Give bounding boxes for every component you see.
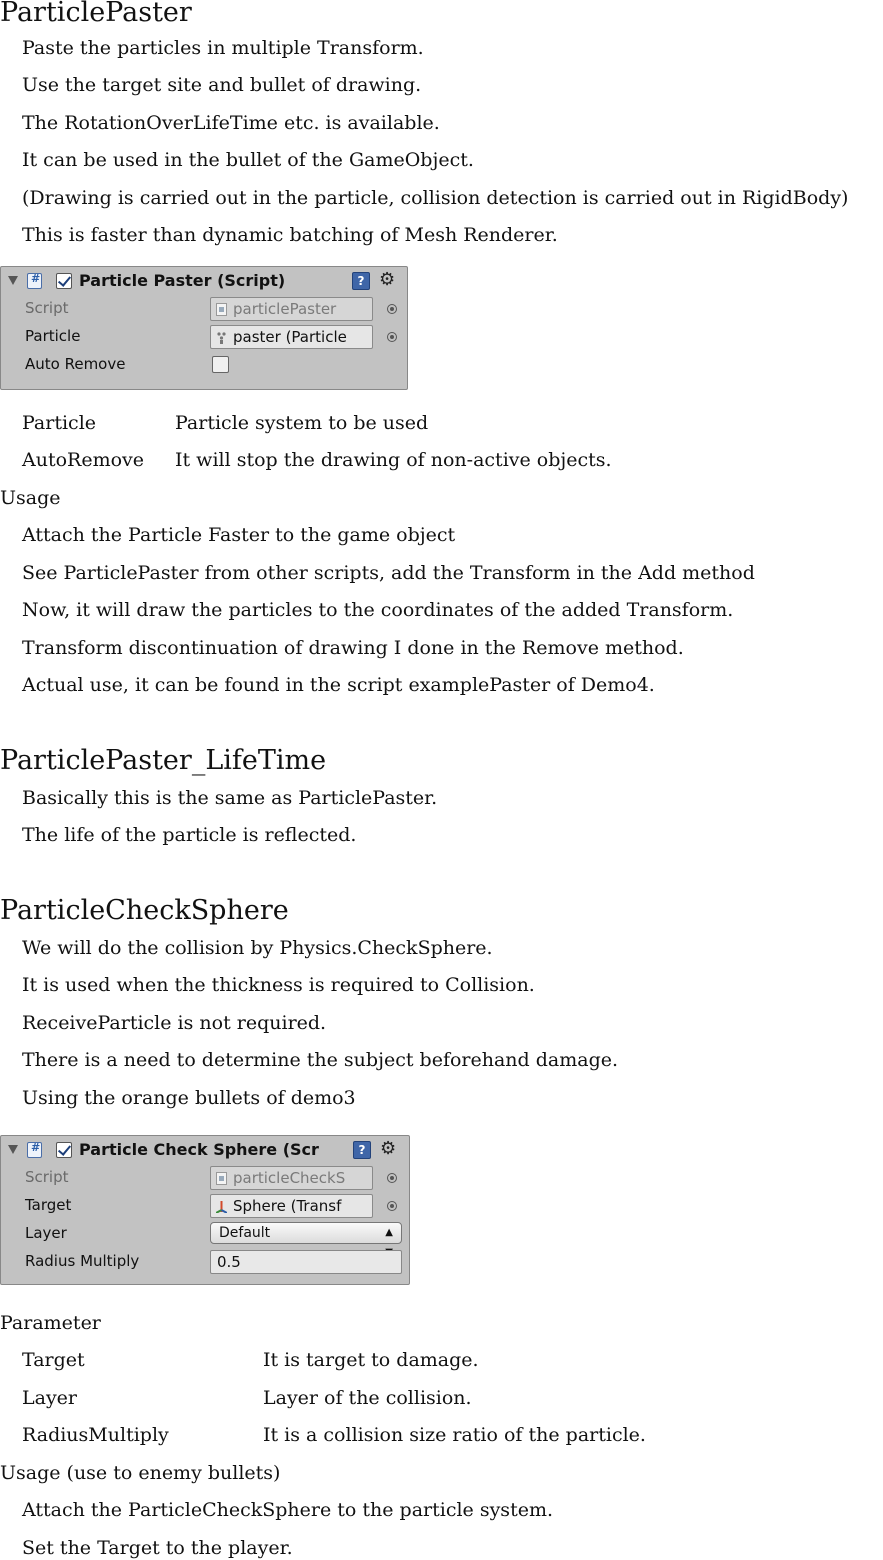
script-picker-icon[interactable] <box>387 304 397 314</box>
inspector-header <box>1 1136 409 1164</box>
autoremove-checkbox[interactable] <box>212 356 229 373</box>
lifetime-line-1: Basically this is the same as ParticlePaster. <box>22 787 438 809</box>
help-icon[interactable]: ? <box>353 1141 371 1159</box>
component-title: Particle Paster (Script) <box>79 271 286 290</box>
transform-icon <box>216 1200 227 1213</box>
gear-icon[interactable]: ⚙ <box>379 269 396 290</box>
param-name: Layer <box>22 1387 78 1409</box>
target-picker-icon[interactable] <box>387 1201 397 1211</box>
usage-heading-enemy: Usage (use to enemy bullets) <box>0 1462 281 1484</box>
paster-line-6: This is faster than dynamic batching of Mesh Renderer. <box>22 224 558 246</box>
checksphere-line-1: We will do the collision by Physics.CheckSphere. <box>22 937 493 959</box>
particle-picker-icon[interactable] <box>387 332 397 342</box>
param-desc: It is a collision size ratio of the particle. <box>263 1424 646 1446</box>
script-label: Script <box>25 1168 69 1186</box>
script-value: particlePaster <box>233 300 337 318</box>
parameter-heading: Parameter <box>0 1312 101 1334</box>
usage-line-5: Actual use, it can be found in the script examplePaster of Demo4. <box>22 674 655 696</box>
layer-label: Layer <box>25 1224 67 1242</box>
usage-line-4: Transform discontinuation of drawing I done in the Remove method. <box>22 637 684 659</box>
fold-arrow-icon[interactable] <box>8 276 18 285</box>
paster-line-4: It can be used in the bullet of the GameObject. <box>22 149 474 171</box>
particle-system-icon <box>216 331 227 344</box>
section-title-lifetime: ParticlePaster_LifeTime <box>0 745 327 776</box>
usage-line-1: Attach the Particle Faster to the game object <box>22 524 456 546</box>
radius-label: Radius Multiply <box>25 1252 140 1270</box>
section-title-checksphere: ParticleCheckSphere <box>0 895 289 926</box>
paster-line-3: The RotationOverLifeTime etc. is available. <box>22 112 440 134</box>
param-desc: It will stop the drawing of non-active objects. <box>175 449 612 471</box>
paster-line-1: Paste the particles in multiple Transform. <box>22 37 424 59</box>
help-icon[interactable]: ? <box>352 272 370 290</box>
script-picker-icon[interactable] <box>387 1173 397 1183</box>
paster-line-5: (Drawing is carried out in the particle, collision detection is carried out in RigidBody) <box>22 187 849 209</box>
usage-line-2: See ParticlePaster from other scripts, add the Transform in the Add method <box>22 562 755 584</box>
param-desc: It is target to damage. <box>263 1349 479 1371</box>
param-name: AutoRemove <box>22 449 145 471</box>
script-icon <box>27 1142 42 1158</box>
gear-icon[interactable]: ⚙ <box>380 1138 397 1159</box>
script-label: Script <box>25 299 69 317</box>
usage-line-2: Set the Target to the player. <box>22 1537 293 1559</box>
checksphere-line-2: It is used when the thickness is required to Collision. <box>22 974 535 996</box>
lifetime-line-2: The life of the particle is reflected. <box>22 824 357 846</box>
inspector-header <box>1 267 407 295</box>
script-value: particleCheckS <box>233 1169 346 1187</box>
param-desc: Particle system to be used <box>175 412 429 434</box>
checksphere-line-3: ReceiveParticle is not required. <box>22 1012 327 1034</box>
script-icon <box>27 273 42 289</box>
component-title: Particle Check Sphere (Scr <box>79 1140 319 1159</box>
usage-line-1: Attach the ParticleCheckSphere to the particle system. <box>22 1499 553 1521</box>
layer-value: Default <box>219 1225 271 1241</box>
usage-line-3: Now, it will draw the particles to the coordinates of the added Transform. <box>22 599 734 621</box>
component-enabled-checkbox[interactable] <box>56 273 72 289</box>
autoremove-label: Auto Remove <box>25 355 126 373</box>
particle-value: paster (Particle <box>233 328 347 346</box>
script-file-icon <box>216 303 227 316</box>
param-name: Particle <box>22 412 97 434</box>
inspector-particle-check-sphere <box>0 1135 410 1285</box>
usage-heading: Usage <box>0 487 61 509</box>
script-field[interactable] <box>210 297 373 321</box>
particle-label: Particle <box>25 327 81 345</box>
checksphere-line-5: Using the orange bullets of demo3 <box>22 1087 356 1109</box>
particle-field[interactable] <box>210 325 373 349</box>
component-enabled-checkbox[interactable] <box>56 1142 72 1158</box>
script-file-icon <box>216 1172 227 1185</box>
param-desc: Layer of the collision. <box>263 1387 472 1409</box>
target-value: Sphere (Transf <box>233 1197 342 1215</box>
paster-line-2: Use the target site and bullet of drawing. <box>22 74 422 96</box>
param-name: RadiusMultiply <box>22 1424 169 1446</box>
layer-dropdown[interactable] <box>210 1222 402 1244</box>
radius-input[interactable]: 0.5 <box>210 1250 402 1274</box>
checksphere-line-4: There is a need to determine the subject beforehand damage. <box>22 1049 619 1071</box>
target-field[interactable] <box>210 1194 373 1218</box>
updown-arrows-icon: ▲ <box>385 1227 393 1238</box>
script-field[interactable] <box>210 1166 373 1190</box>
inspector-particle-paster <box>0 266 408 390</box>
section-title-particle-paster: ParticlePaster <box>0 0 192 28</box>
target-label: Target <box>25 1196 72 1214</box>
fold-arrow-icon[interactable] <box>8 1145 18 1154</box>
param-name: Target <box>22 1349 85 1371</box>
